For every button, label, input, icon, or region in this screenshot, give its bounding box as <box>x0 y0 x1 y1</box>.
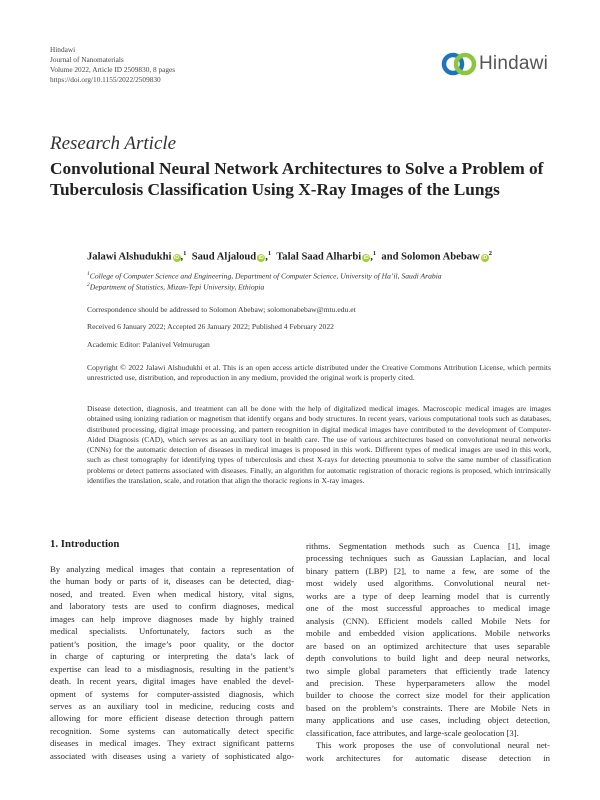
affiliation-1 <box>87 271 442 281</box>
affiliation-text: College of Computer Science and Engineering, Department of Computer Science, University of Ha’il, Saudi Arabia <box>89 271 442 281</box>
journal-name: Journal of Nanomaterials <box>50 55 124 64</box>
author-name[interactable]: and Solomon Abebaw <box>381 251 480 263</box>
text-line: analysis (CNN). Efficient models called Mobile Nets for <box>306 615 550 626</box>
article-type: Research Article <box>50 133 177 154</box>
author-list: Jalawi Alshudukhi iD ,$^1$ Saud Aljaloud iD ,$^1$ Talal Saad Alharbi iD ,$^1$ and Solomon Abebaw $iD^2$ <box>87 250 492 263</box>
author-affiliation-mark: 1 <box>372 250 377 257</box>
body-column-right <box>306 540 550 764</box>
text-line: patient’s position, the image’s poor quality, or the doctor <box>50 638 294 649</box>
text-line: builder to choose the correct size model for their application <box>306 690 550 701</box>
text-line: images can help improve diagnoses made by highly trained <box>50 613 294 624</box>
copyright-notice: Copyright © 2022 Jalawi Alshudukhi et al. This is an open access article distributed under the Creative Commons Attribution License, which permits unrestricted use, distribution, and reproduction in any medium, provided the original work is properly cited. <box>87 363 551 383</box>
text-line: one of the most successful approaches to medical image <box>306 603 550 614</box>
correspondence: Correspondence should be addressed to Solomon Abebaw; solomonabebaw@mtu.edu.et <box>87 305 356 314</box>
body-column-left <box>50 563 294 762</box>
orcid-icon[interactable]: iD <box>174 254 180 261</box>
text-line: and laboratory tests are used to confirm diagnoses, medical <box>50 601 294 612</box>
text-line: two simple global parameters that efficiently trade latency <box>306 665 550 676</box>
doi-link[interactable]: https://doi.org/10.1155/2022/2509830 <box>50 75 161 84</box>
text-line: associated with diseases using a variety of sophisticated algo- <box>50 750 294 761</box>
text-line: expertise can lead to a misdiagnosis, resulting in the patient’s <box>50 663 294 674</box>
text-line: This work proposes the use of convolutional neural net- <box>316 740 550 751</box>
text-line: based on the problem’s constraints. There are Mobile Nets in <box>306 702 550 713</box>
hindawi-logo[interactable] <box>441 51 553 77</box>
text-line: works are a type of deep learning model that is currently <box>306 590 550 601</box>
orcid-icon[interactable]: iD <box>258 254 264 261</box>
text-line: depth convolutions to build light and deep neural networks, <box>306 653 550 664</box>
affiliation-text: Department of Statistics, Mizan-Tepi University, Ethiopia <box>89 282 265 292</box>
text-line: many applications and use cases, including object detection, <box>306 715 550 726</box>
text-line: By analyzing medical images that contain a representation of <box>50 564 294 574</box>
text-line: binary pattern (LBP) [2], to name a few, are some of the <box>306 565 550 576</box>
text-line: diseases in medical images. They extract significant patterns <box>50 738 294 749</box>
affiliation-number: 1 <box>87 271 90 277</box>
logo-wordmark: Hindawi <box>479 53 548 74</box>
affiliation-2 <box>87 282 264 292</box>
affiliation-number: 2 <box>87 282 90 288</box>
author-name[interactable]: Saud Aljaloud <box>191 251 257 263</box>
author-affiliation-mark: 2 <box>488 250 492 257</box>
text-line: are based on an optimized architecture that uses separable <box>306 640 550 651</box>
volume-info: Volume 2022, Article ID 2509830, 8 pages <box>50 65 176 74</box>
author-affiliation-mark: 1 <box>267 250 272 257</box>
text-line: in charge of capturing or interpreting the data’s lack of <box>50 651 294 662</box>
text-line: death. In recent years, digital images have enabled the devel- <box>50 676 294 687</box>
text-line: recognition. Some systems can automatically detect specific <box>50 725 294 736</box>
text-line: nosed, and treated. Even when medical history, vital signs, <box>50 588 294 599</box>
text-line: opment of systems for computer-assisted diagnosis, which <box>50 688 294 699</box>
orcid-icon[interactable]: iD <box>482 254 488 261</box>
orcid-icon[interactable]: iD <box>363 254 369 261</box>
hindawi-rings-icon <box>441 51 479 77</box>
publisher-name: Hindawi <box>50 45 76 54</box>
text-line: and precision. These hyperparameters allow the model <box>306 677 550 688</box>
text-line: most widely used algorithms. Convolutional neural net- <box>306 578 550 589</box>
author-name[interactable]: Talal Saad Alharbi <box>276 251 362 263</box>
text-line: serves as an auxiliary tool in medicine, reducing costs and <box>50 700 294 711</box>
text-line: processing techniques such as Gaussian Laplacian, and local <box>306 553 550 564</box>
text-line: rithms. Segmentation methods such as Cuenca [1], image <box>306 541 550 551</box>
journal-meta <box>50 45 175 85</box>
text-line: work architectures for automatic disease detection in <box>306 752 550 763</box>
academic-editor: Academic Editor: Palanivel Velmurugan <box>87 340 210 349</box>
text-line: medical specialists. Unfortunately, factors such as the <box>50 626 294 637</box>
section-heading: 1. Introduction <box>50 538 120 550</box>
author-affiliation-mark: 1 <box>183 250 187 257</box>
text-line: allowing for more efficient disease detection through pattern <box>50 713 294 724</box>
text-line: classification, face attributes, and large-scale geolocation [3]. <box>306 727 519 738</box>
article-title: Convolutional Neural Network Architectures to Solve a Problem of Tuberculosis Classification Using X-Ray Images of the Lungs <box>50 159 544 199</box>
text-line: the human body or parts of it, diseases can be detected, diag- <box>50 576 294 587</box>
author-name[interactable]: Jalawi Alshudukhi <box>87 251 172 263</box>
publication-dates: Received 6 January 2022; Accepted 26 January 2022; Published 4 February 2022 <box>87 322 334 331</box>
abstract: Disease detection, diagnosis, and treatment can all be done with the help of digitalized medical images. Macroscopic medical images are images obtained using ionizing radiation or magnetism that identify organs and body structures. In recent years, various computational tools such as databases, distributed processing, digital image processing, and pattern recognition in digital medical images have contributed to the development of Computer-Aided Diagnosis (CAD), which serves as an auxiliary tool in health care. The use of various architectures based on convolutional neural networks (CNNs) for the automatic detection of diseases in medical images is proposed in this work. Different types of medical images are used in this work, such as chest tomography for identifying types of tuberculosis and chest X-rays for detecting pneumonia to solve the same number of classification problems or detect patterns associated with diseases. Finally, an algorithm for automatic registration of thoracic regions is proposed, which intrinsically identifies the translation, scale, and rotation that align the thoracic regions in X-ray images. <box>87 404 551 486</box>
text-line: mobile and embedded vision applications. Mobile networks <box>306 628 550 639</box>
